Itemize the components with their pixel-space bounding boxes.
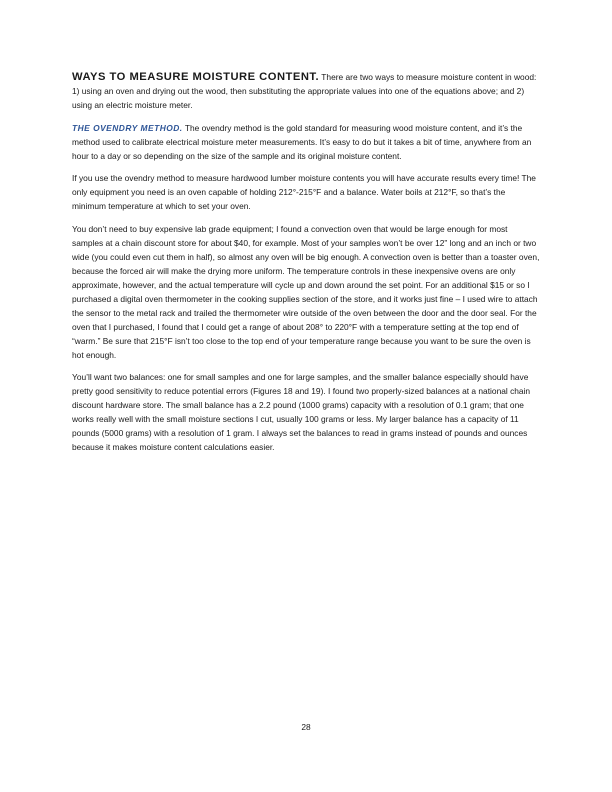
body-paragraph-oven: You don’t need to buy expensive lab grade equipment; I found a convection oven that would be large enough for most samples at a chain discount store for about $40, for example. Most of your samples won’t be over 12” long and an inch or two wide (you could even cut them in half), so almost any oven will be big enough. A convection oven is better than a toaster oven, because the forced air will make the drying more uniform. The temperature controls in these inexpensive ovens are only approximate, however, and the actual temperature will cycle up and down around the set point. For an additional $15 or so I purchased a digital oven thermometer in the cooking supplies section of the store, and it works just fine – I used wire to attach the sensor to the metal rack and trailed the thermometer wire outside of the oven between the door and the door seal. For the oven that I purchased, I found that I could get a range of about 208° to 220°F with a temperature setting at the top end of “warm.” Be sure that 215°F isn’t too close to the top end of your temperature range because you want to be sure the oven is hot enough.: [72, 223, 540, 360]
page-body: [72, 70, 540, 463]
ovendry-heading: THE OVENDRY METHOD.: [72, 122, 183, 133]
ovendry-paragraph: [72, 121, 540, 163]
body-paragraph-equipment: If you use the ovendry method to measure hardwood lumber moisture contents you will have accurate results every time! The only equipment you need is an oven capable of holding 212°-215°F and a balance. Water boils at 212°F, so that’s the minimum temperature at which to set your oven.: [72, 173, 536, 211]
section-heading: WAYS TO MEASURE MOISTURE CONTENT.: [72, 71, 320, 83]
ovendry-intro-text: The ovendry method is the gold standard for measuring wood moisture content, and it’s the method used to calibrate electrical moisture meter measurements. It’s easy to do but it takes a bit of time, anywhere from an hour to a day or so depending on the size of the sample and its original moisture content.: [72, 122, 532, 161]
page-number: 28: [301, 722, 311, 732]
body-paragraph-balances: You’ll want two balances: one for small samples and one for large samples, and the smaller balance especially should have pretty good sensitivity to reduce potential errors (Figures 18 and 19). I found two properly-sized balances at a national chain discount hardware store. The small balance has a 2.2 pound (1000 grams) capacity with a resolution of 0.1 gram; that one works really well with the small moisture sections I cut, usually 100 grams or less. My larger balance has a capacity of 11 pounds (5000 grams) with a resolution of 1 gram. I always set the balances to read in grams instead of pounds and ounces because it makes moisture content calculations easier.: [72, 372, 531, 452]
section-intro-text: There are two ways to measure moisture content in wood: 1) using an oven and drying out the wood, then substituting the appropriate values into one of the equations above; and 2) using an electric moisture meter.: [72, 72, 537, 110]
section-paragraph: [72, 70, 540, 112]
